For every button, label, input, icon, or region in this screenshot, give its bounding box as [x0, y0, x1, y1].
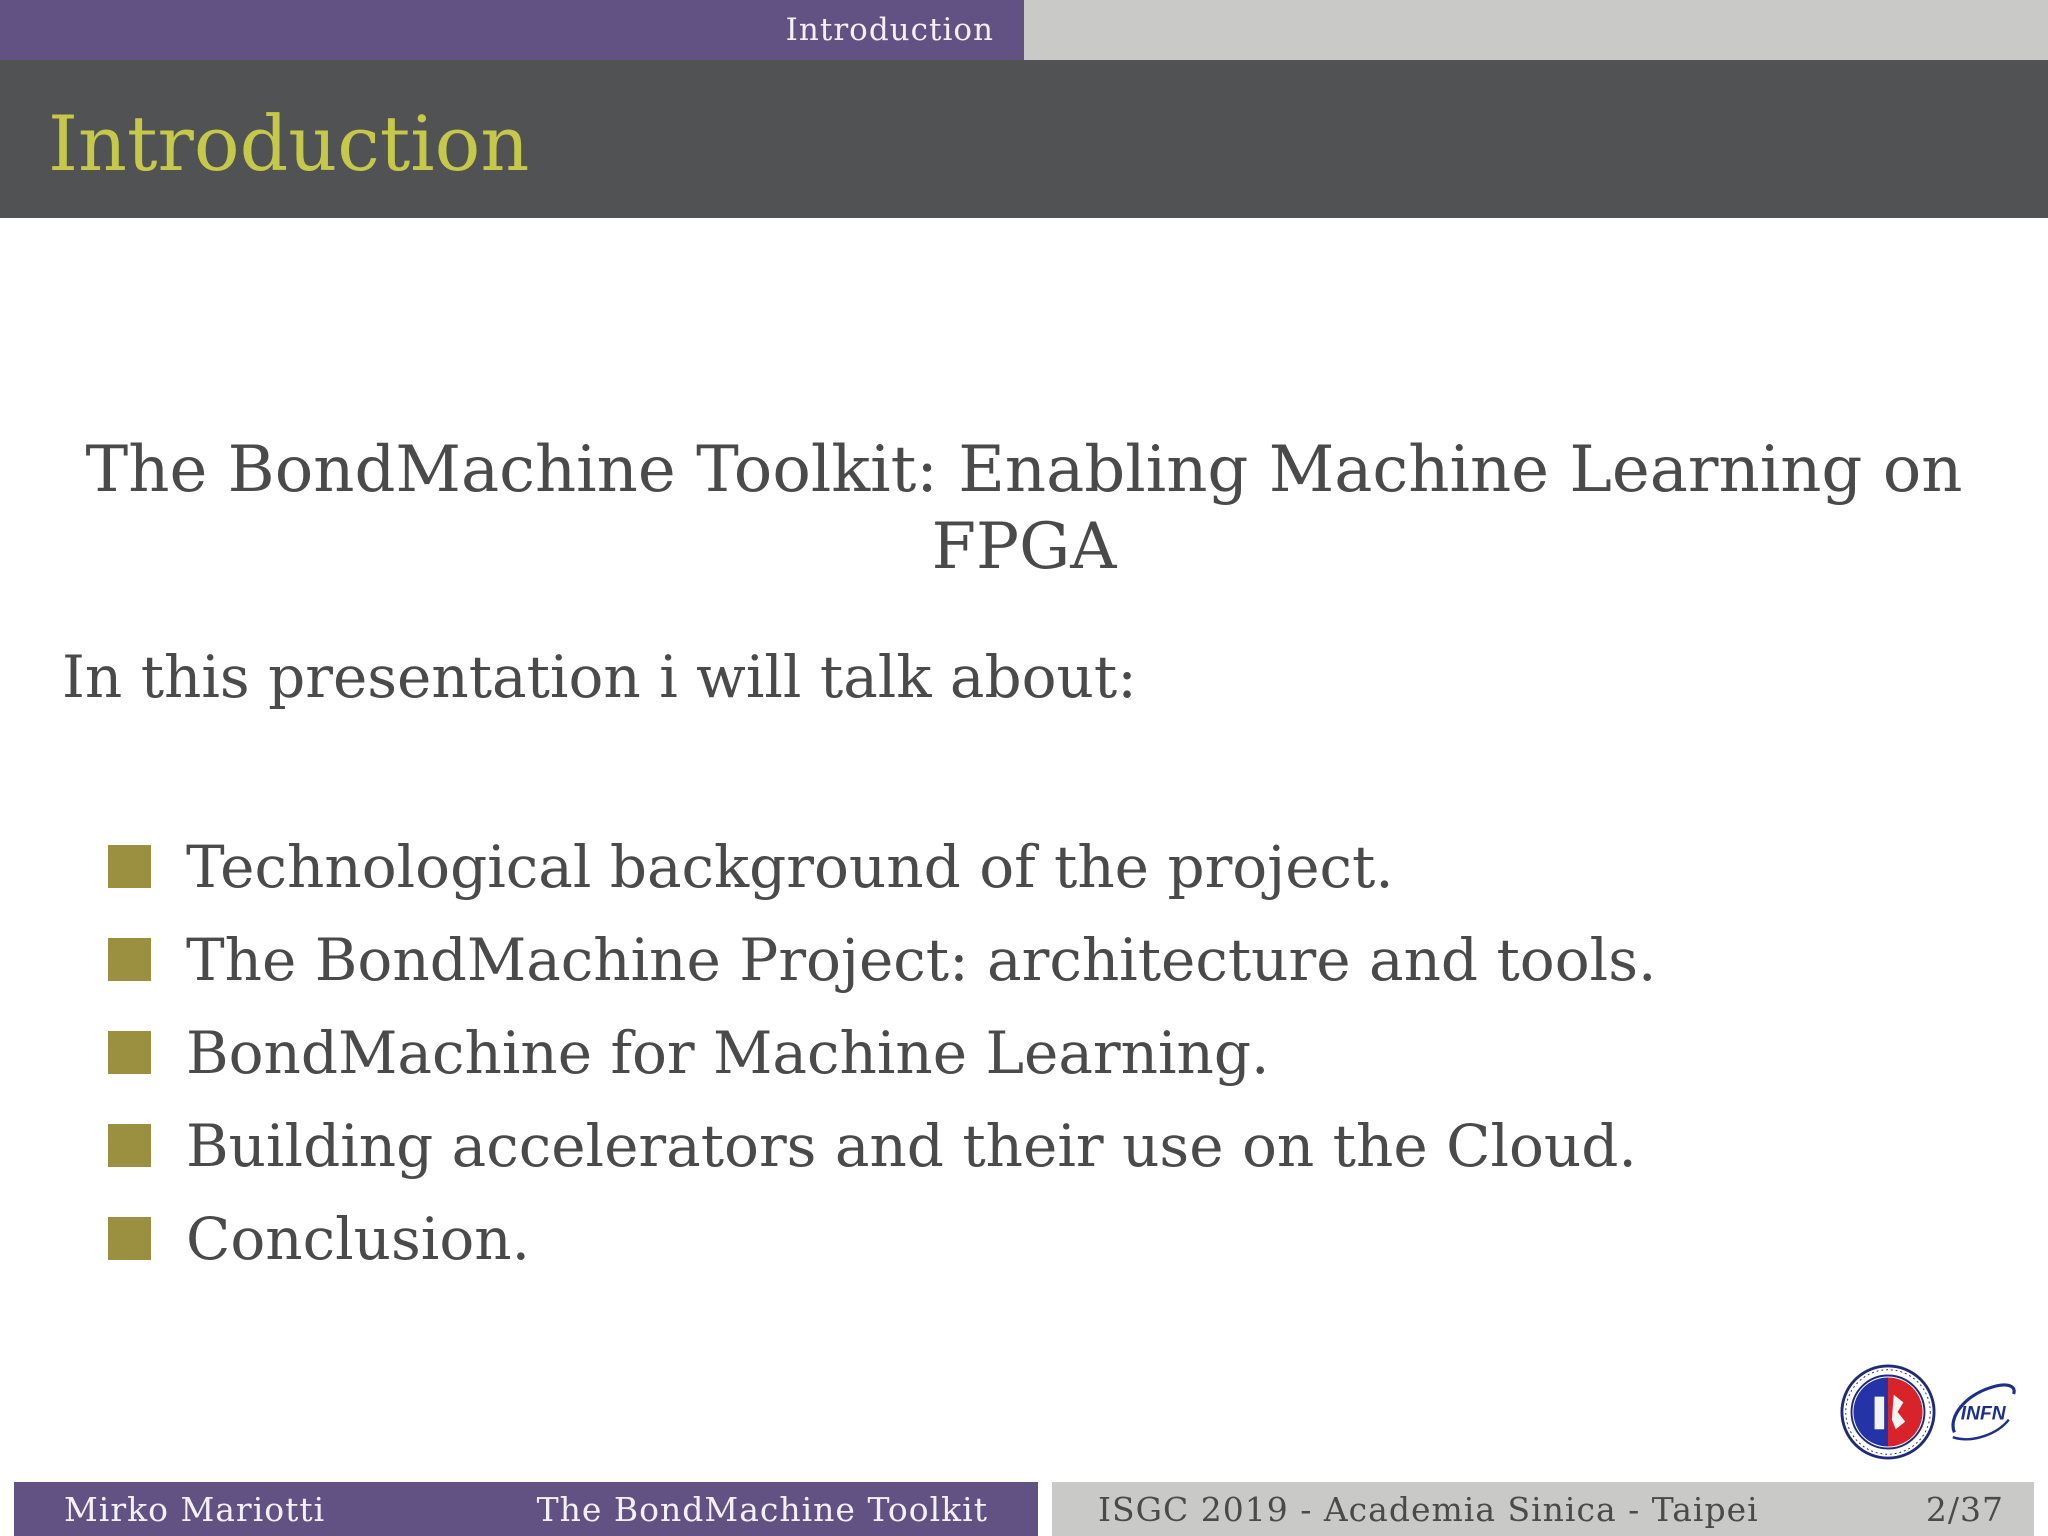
footer-page-number: 2/37: [1925, 1489, 2004, 1529]
footer-divider: [1038, 1482, 1052, 1536]
list-item: [108, 1192, 1656, 1285]
bullet-text: The BondMachine Project: architecture and tools.: [186, 925, 1657, 994]
bullet-text: BondMachine for Machine Learning.: [186, 1018, 1270, 1087]
footer-short-title: The BondMachine Toolkit: [536, 1489, 988, 1529]
frame-title: Introduction: [48, 99, 530, 188]
square-bullet-icon: [108, 1217, 151, 1260]
square-bullet-icon: [108, 1031, 151, 1074]
list-item: [108, 913, 1656, 1006]
square-bullet-icon: [108, 1124, 151, 1167]
section-navigation-right: [1024, 0, 2048, 60]
list-item: [108, 1006, 1656, 1099]
footer-right: [1052, 1482, 2034, 1536]
section-navigation-bar: [0, 0, 2048, 60]
list-item: [108, 1099, 1656, 1192]
footer-left: [14, 1482, 1038, 1536]
footer-event: ISGC 2019 - Academia Sinica - Taipei: [1098, 1489, 1759, 1529]
footer-author: Mirko Mariotti: [64, 1489, 326, 1529]
square-bullet-icon: [108, 845, 151, 888]
infn-logo: [1940, 1370, 2020, 1450]
list-item: [108, 820, 1656, 913]
presentation-title: The BondMachine Toolkit: Enabling Machine Learning on FPGA: [85, 433, 1963, 584]
infn-logo-text: INFN: [1960, 1403, 2006, 1425]
frame-title-bar: [0, 60, 2048, 218]
bullet-text: Technological background of the project.: [186, 832, 1394, 901]
university-seal-icon: [1840, 1364, 1936, 1460]
bullet-list: [108, 820, 1656, 1285]
bullet-text: Building accelerators and their use on the Cloud.: [186, 1111, 1637, 1180]
footer: [14, 1482, 2034, 1536]
nav-section-introduction[interactable]: Introduction: [785, 12, 994, 48]
bullet-text: Conclusion.: [186, 1204, 531, 1273]
square-bullet-icon: [108, 938, 151, 981]
section-navigation-left: [0, 0, 1024, 60]
intro-text: In this presentation i will talk about:: [62, 643, 1137, 711]
